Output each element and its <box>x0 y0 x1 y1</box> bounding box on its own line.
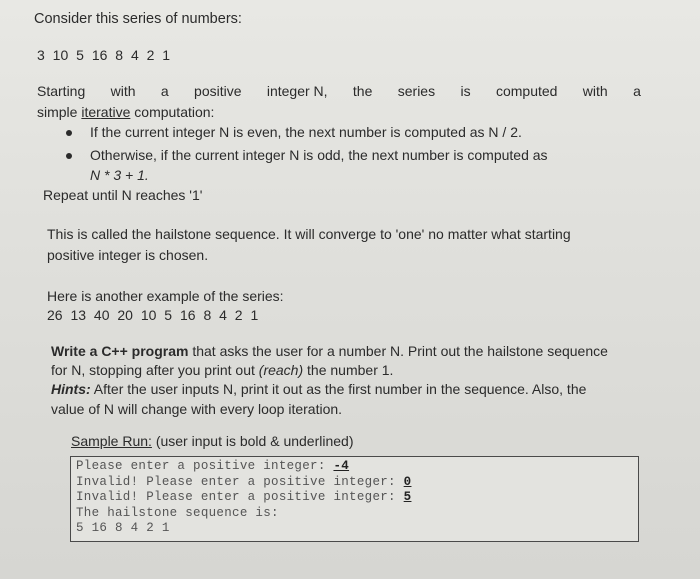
word: with <box>582 83 608 99</box>
console-line <box>76 490 638 506</box>
console-user-input: 5 <box>403 490 412 504</box>
console-prompt: Invalid! Please enter a positive integer: <box>76 474 404 489</box>
bullet-2-continuation: N * 3 + 1. <box>90 167 149 183</box>
series-example-2: 26 13 40 20 10 5 16 8 4 2 1 <box>47 307 259 323</box>
text-fragment: for N, stopping after you print out <box>51 362 259 378</box>
word: is <box>460 83 471 99</box>
paragraph-1-line-2 <box>37 104 214 121</box>
bullet-1-text: If the current integer N is even, the next number is computed as N / 2. <box>90 124 522 140</box>
paragraph-2-line-2: positive integer is chosen. <box>47 247 209 263</box>
iterative-underlined: iterative <box>81 104 131 120</box>
task-line-3 <box>51 381 586 398</box>
example-label: Here is another example of the series: <box>47 288 284 304</box>
task-line-1 <box>51 343 608 360</box>
task-bold-lead: Write a C++ program <box>51 343 189 359</box>
text-fragment: computation: <box>130 104 215 120</box>
console-user-input: 0 <box>403 474 412 489</box>
text-fragment: (user input is bold & underlined) <box>151 433 354 449</box>
paragraph-2-line-1: This is called the hailstone sequence. It will converge to 'one' no matter what starting <box>47 226 571 242</box>
word: the <box>352 83 373 99</box>
repeat-text: Repeat until N reaches '1' <box>43 187 203 203</box>
paragraph-1-line-1 <box>37 83 641 100</box>
sample-run-heading <box>71 433 354 450</box>
console-prompt: Invalid! Please enter a positive integer: <box>76 490 404 504</box>
console-output: The hailstone sequence is: <box>76 505 279 520</box>
console-line <box>76 506 638 522</box>
console-line <box>76 521 638 537</box>
word: Starting <box>37 83 86 99</box>
sample-run-label: Sample Run: <box>71 433 152 449</box>
task-line-2 <box>51 362 393 379</box>
text-fragment: simple <box>37 104 82 120</box>
bullet-2-text: Otherwise, if the current integer N is odd, the next number is computed as <box>90 147 548 163</box>
reach-italic: (reach) <box>258 362 304 378</box>
word: integer N, <box>266 83 328 99</box>
intro-text: Consider this series of numbers: <box>34 11 242 27</box>
word: a <box>633 83 641 99</box>
series-example-1: 3 10 5 16 8 4 2 1 <box>37 47 171 63</box>
text-fragment: the number 1. <box>303 362 394 378</box>
word: a <box>160 83 169 99</box>
console-line <box>76 459 638 475</box>
bullet-dot <box>66 153 72 159</box>
word: computed <box>495 83 558 99</box>
word: series <box>397 83 436 99</box>
bullet-dot <box>66 130 72 136</box>
text-fragment: that asks the user for a number N. Print out the hailstone sequence <box>188 343 608 359</box>
console-output: 5 16 8 4 2 1 <box>76 521 170 535</box>
text-fragment: After the user inputs N, print it out as the first number in the sequence. Also, the <box>90 381 587 397</box>
hints-label: Hints: <box>51 381 91 397</box>
console-user-input: -4 <box>333 459 350 473</box>
console-output-box <box>70 456 639 542</box>
task-line-4: value of N will change with every loop iteration. <box>51 401 343 417</box>
word: positive <box>194 83 242 99</box>
console-line <box>76 475 638 491</box>
console-prompt: Please enter a positive integer: <box>76 459 334 473</box>
word: with <box>110 83 136 99</box>
